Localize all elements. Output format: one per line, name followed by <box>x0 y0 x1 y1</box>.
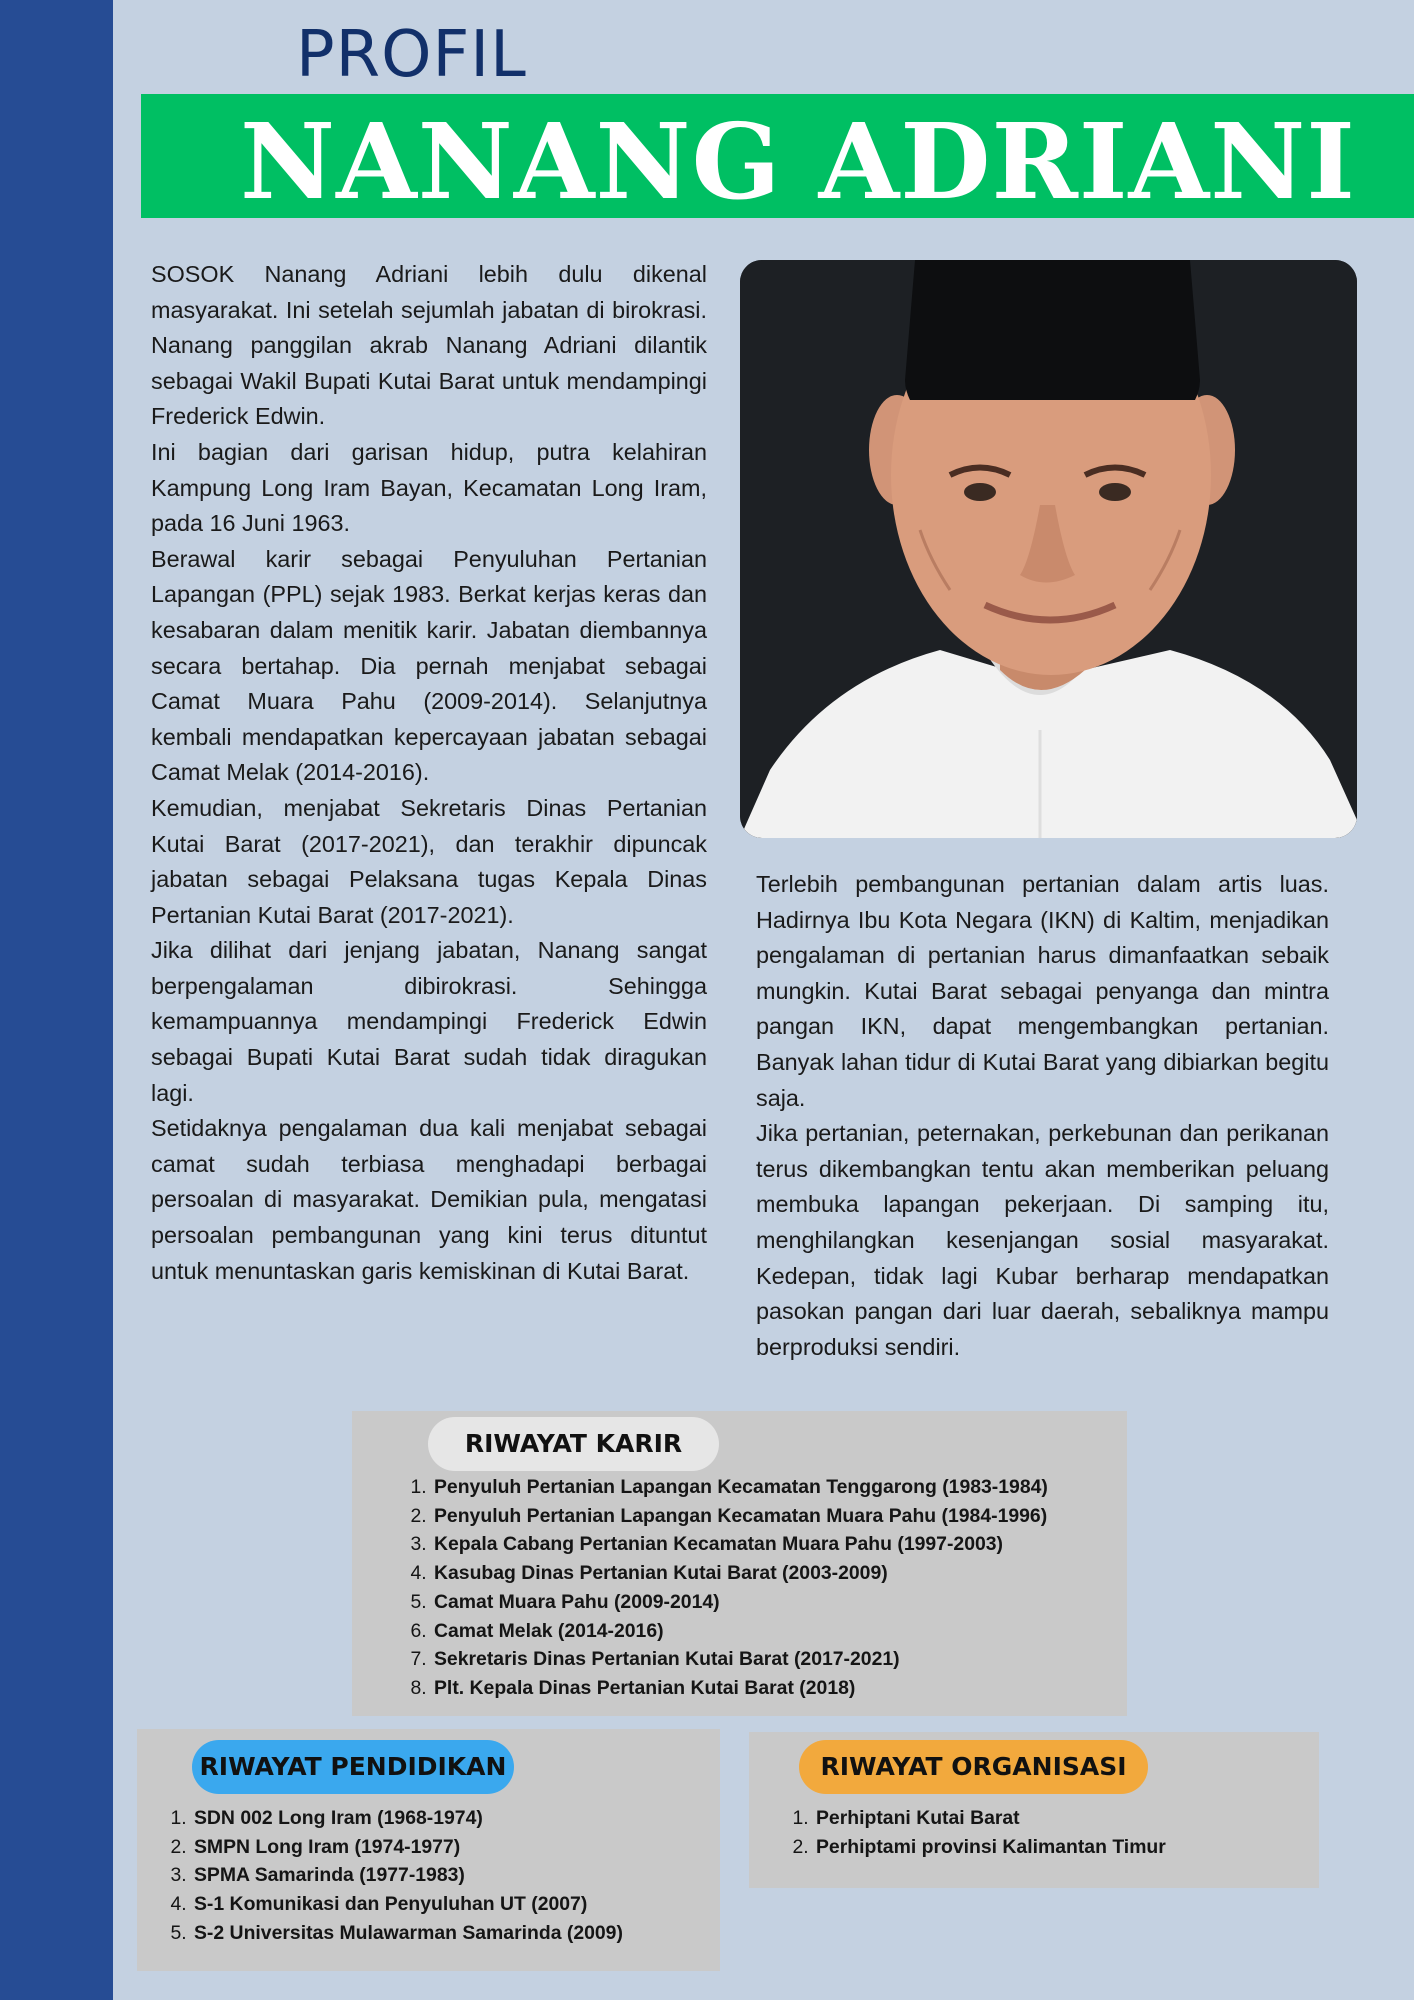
career-history-list <box>402 1473 1048 1703</box>
list-item: 3. SPMA Samarinda (1977-1983) <box>192 1861 623 1890</box>
article-paragraph: SOSOK Nanang Adriani lebih dulu dikenal masyarakat. Ini setelah sejumlah jabatan di birokrasi. Nanang panggilan akrab Nanang Adriani dilantik sebagai Wakil Bupati Kutai Barat untuk mendampingi Frederick Edwin. <box>151 261 707 430</box>
list-item: 2. Perhiptami provinsi Kalimantan Timur <box>814 1833 1166 1862</box>
list-item: 7. Sekretaris Dinas Pertanian Kutai Barat (2017-2021) <box>432 1645 1048 1674</box>
profile-name: NANANG ADRIANI <box>240 100 1356 223</box>
portrait-photo <box>740 260 1357 838</box>
list-item: 1. Penyuluh Pertanian Lapangan Kecamatan Tenggarong (1983-1984) <box>432 1473 1048 1502</box>
article-paragraph: Ini bagian dari garisan hidup, putra kelahiran Kampung Long Iram Bayan, Kecamatan Long Iram, pada 16 Juni 1963. <box>151 438 707 537</box>
list-item: 3. Kepala Cabang Pertanian Kecamatan Muara Pahu (1997-2003) <box>432 1530 1048 1559</box>
article-paragraph: Berawal karir sebagai Penyuluhan Pertanian Lapangan (PPL) sejak 1983. Berkat kerjas keras dan kesabaran dalam menitik karir. Jabatan diembannya secara bertahap. Dia pernah menjabat sebagai Camat Muara Pahu (2009-2014). Selanjutnya kembali mendapatkan kepercayaan jabatan sebagai Camat Melak (2014-2016). <box>151 545 707 786</box>
article-column-right <box>756 867 1329 1365</box>
article-column-left <box>151 257 707 1289</box>
list-item: 6. Camat Melak (2014-2016) <box>432 1617 1048 1646</box>
organization-history-title: RIWAYAT ORGANISASI <box>799 1740 1148 1794</box>
list-item: 5. S-2 Universitas Mulawarman Samarinda (2009) <box>192 1919 623 1948</box>
article-paragraph: Jika dilihat dari jenjang jabatan, Nanang sangat berpengalaman dibirokrasi. Sehingga kemampuannya mendampingi Frederick Edwin sebagai Bupati Kutai Barat sudah tidak diragukan lagi. <box>151 937 707 1106</box>
list-item: 4. Kasubag Dinas Pertanian Kutai Barat (2003-2009) <box>432 1559 1048 1588</box>
list-item: 8. Plt. Kepala Dinas Pertanian Kutai Barat (2018) <box>432 1674 1048 1703</box>
organization-history-list <box>784 1804 1166 1861</box>
article-paragraph: Setidaknya pengalaman dua kali menjabat sebagai camat sudah terbiasa menghadapi berbagai persoalan di masyarakat. Demikian pula, mengatasi persoalan pembangunan yang kini terus dituntut untuk menuntaskan garis kemiskinan di Kutai Barat. <box>151 1115 707 1284</box>
article-paragraph: Kemudian, menjabat Sekretaris Dinas Pertanian Kutai Barat (2017-2021), dan terakhir dipuncak jabatan sebagai Pelaksana tugas Kepala Dinas Pertanian Kutai Barat (2017-2021). <box>151 794 707 928</box>
article-paragraph: Jika pertanian, peternakan, perkebunan dan perikanan terus dikembangkan tentu akan memberikan peluang membuka lapangan pekerjaan. Di samping itu, menghilangkan kesenjangan sosial masyarakat. Kedepan, tidak lagi Kubar berharap mendapatkan pasokan pangan dari luar daerah, sebaliknya mampu berproduksi sendiri. <box>756 1120 1329 1360</box>
list-item: 1. Perhiptani Kutai Barat <box>814 1804 1166 1833</box>
education-history-list <box>162 1804 623 1948</box>
list-item: 1. SDN 002 Long Iram (1968-1974) <box>192 1804 623 1833</box>
profile-kicker: PROFIL <box>296 18 527 92</box>
portrait-illustration <box>740 260 1357 838</box>
article-paragraph: Terlebih pembangunan pertanian dalam artis luas. Hadirnya Ibu Kota Negara (IKN) di Kaltim, menjadikan pengalaman di pertanian harus dimanfaatkan sebaik mungkin. Kutai Barat sebagai penyanga dan mintra pangan IKN, dapat mengembangkan pertanian. Banyak lahan tidur di Kutai Barat yang dibiarkan begitu saja. <box>756 871 1329 1111</box>
list-item: 2. SMPN Long Iram (1974-1977) <box>192 1833 623 1862</box>
left-accent-bar <box>0 0 113 2000</box>
list-item: 4. S-1 Komunikasi dan Penyuluhan UT (2007) <box>192 1890 623 1919</box>
list-item: 2. Penyuluh Pertanian Lapangan Kecamatan Muara Pahu (1984-1996) <box>432 1502 1048 1531</box>
list-item: 5. Camat Muara Pahu (2009-2014) <box>432 1588 1048 1617</box>
education-history-title: RIWAYAT PENDIDIKAN <box>192 1740 514 1794</box>
career-history-title: RIWAYAT KARIR <box>428 1417 719 1471</box>
